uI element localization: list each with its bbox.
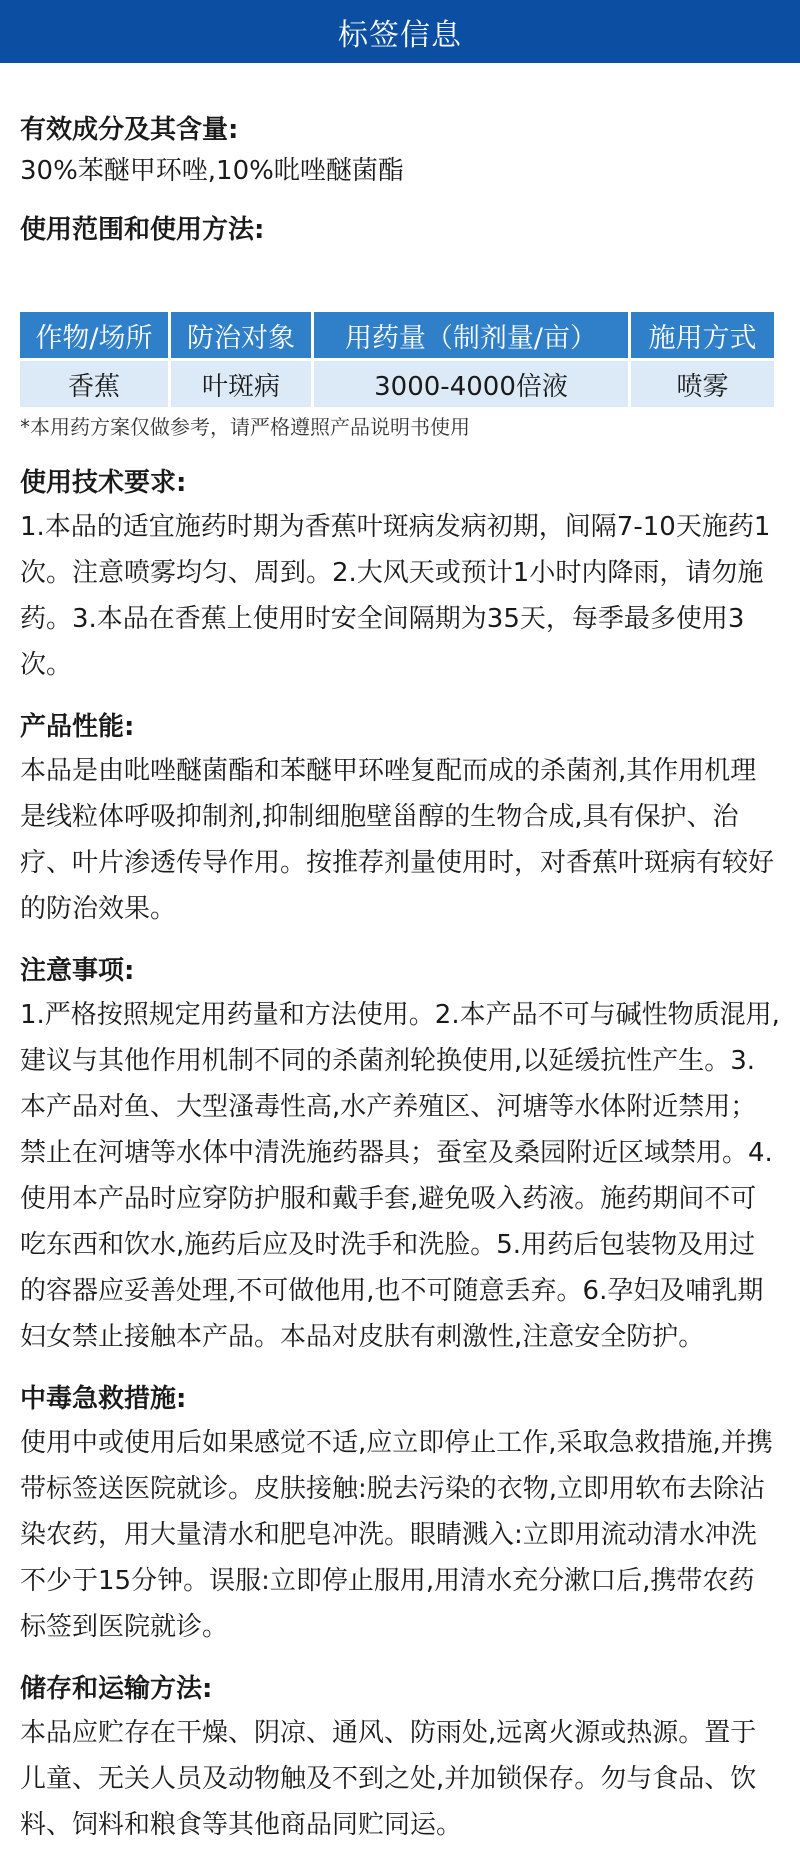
section-title: 注意事项:: [20, 956, 135, 986]
section-title: 中毒急救措施:: [20, 1384, 187, 1414]
table-row: [20, 361, 774, 407]
usage-table: [17, 309, 777, 410]
section-tech-requirements: [20, 442, 780, 688]
table-header-cell: 防治对象: [171, 312, 311, 358]
section-title: 使用范围和使用方法:: [20, 215, 265, 245]
label-content: [0, 63, 800, 1848]
table-cell: 喷雾: [631, 361, 774, 407]
table-cell: 叶斑病: [171, 361, 311, 407]
section-title: 储存和运输方法:: [20, 1674, 213, 1704]
page-header: [0, 0, 800, 63]
table-header-cell: 施用方式: [631, 312, 774, 358]
section-text: 1.严格按照规定用药量和方法使用。2.本产品不可与碱性物质混用,建议与其他作用机制不同的杀菌剂轮换使用,以延缓抗性产生。3.本产品对鱼、大型溞毒性高,水产养殖区、河塘等水体附近禁用；禁止在河塘等水体中清洗施药器具；蚕室及桑园附近区域禁用。4.使用本产品时应穿防护服和戴手套,避免吸入药液。施药期间不可吃东西和饮水,施药后应及时洗手和洗脸。5.用药后包装物及用过的容器应妥善处理,不可做他用,也不可随意丢弃。6.孕妇及哺乳期妇女禁止接触本产品。本品对皮肤有刺激性,注意安全防护。: [20, 1000, 780, 1352]
section-text: 本品应贮存在干燥、阴凉、通风、防雨处,远离火源或热源。置于儿童、无关人员及动物触及不到之处,并加锁保存。勿与食品、饮料、饲料和粮食等其他商品同贮同运。: [20, 1718, 757, 1840]
section-text: 30%苯醚甲环唑,10%吡唑醚菌酯: [20, 156, 404, 186]
table-header-row: [20, 312, 774, 358]
section-product-performance: [20, 688, 780, 932]
section-text: 本品是由吡唑醚菌酯和苯醚甲环唑复配而成的杀菌剂,其作用机理是线粒体呼吸抑制剂,抑制细胞壁甾醇的生物合成,具有保护、治疗、叶片渗透传导作用。按推荐剂量使用时，对香蕉叶斑病有较好的防治效果。: [20, 756, 775, 924]
section-text: 使用中或使用后如果感觉不适,应立即停止工作,采取急救措施,并携带标签送医院就诊。皮肤接触:脱去污染的衣物,立即用软布去除沾染农药，用大量清水和肥皂冲洗。眼睛溅入:立即用流动清水冲洗不少于15分钟。误服:立即停止服用,用清水充分漱口后,携带农药标签到医院就诊。: [20, 1428, 773, 1642]
table-cell: 3000-4000倍液: [314, 361, 628, 407]
usage-note: *本用药方案仅做参考，请严格遵照产品说明书使用: [20, 415, 470, 439]
table-header-cell: 作物/场所: [20, 312, 168, 358]
section-text: 1.本品的适宜施药时期为香蕉叶斑病发病初期，间隔7-10天施药1次。注意喷雾均匀、周到。2.大风天或预计1小时内降雨，请勿施药。3.本品在香蕉上使用时安全间隔期为35天，每季最多使用3次。: [20, 512, 771, 680]
section-first-aid: [20, 1360, 780, 1650]
section-usage: [20, 191, 780, 442]
section-title: 产品性能:: [20, 712, 135, 742]
page-title: 标签信息: [338, 17, 462, 53]
section-cautions: [20, 932, 780, 1360]
section-title: 有效成分及其含量:: [20, 115, 239, 145]
section-ingredients: [20, 63, 780, 191]
section-storage-transport: [20, 1650, 780, 1848]
table-cell: 香蕉: [20, 361, 168, 407]
table-header-cell: 用药量（制剂量/亩）: [314, 312, 628, 358]
section-title: 使用技术要求:: [20, 468, 187, 498]
